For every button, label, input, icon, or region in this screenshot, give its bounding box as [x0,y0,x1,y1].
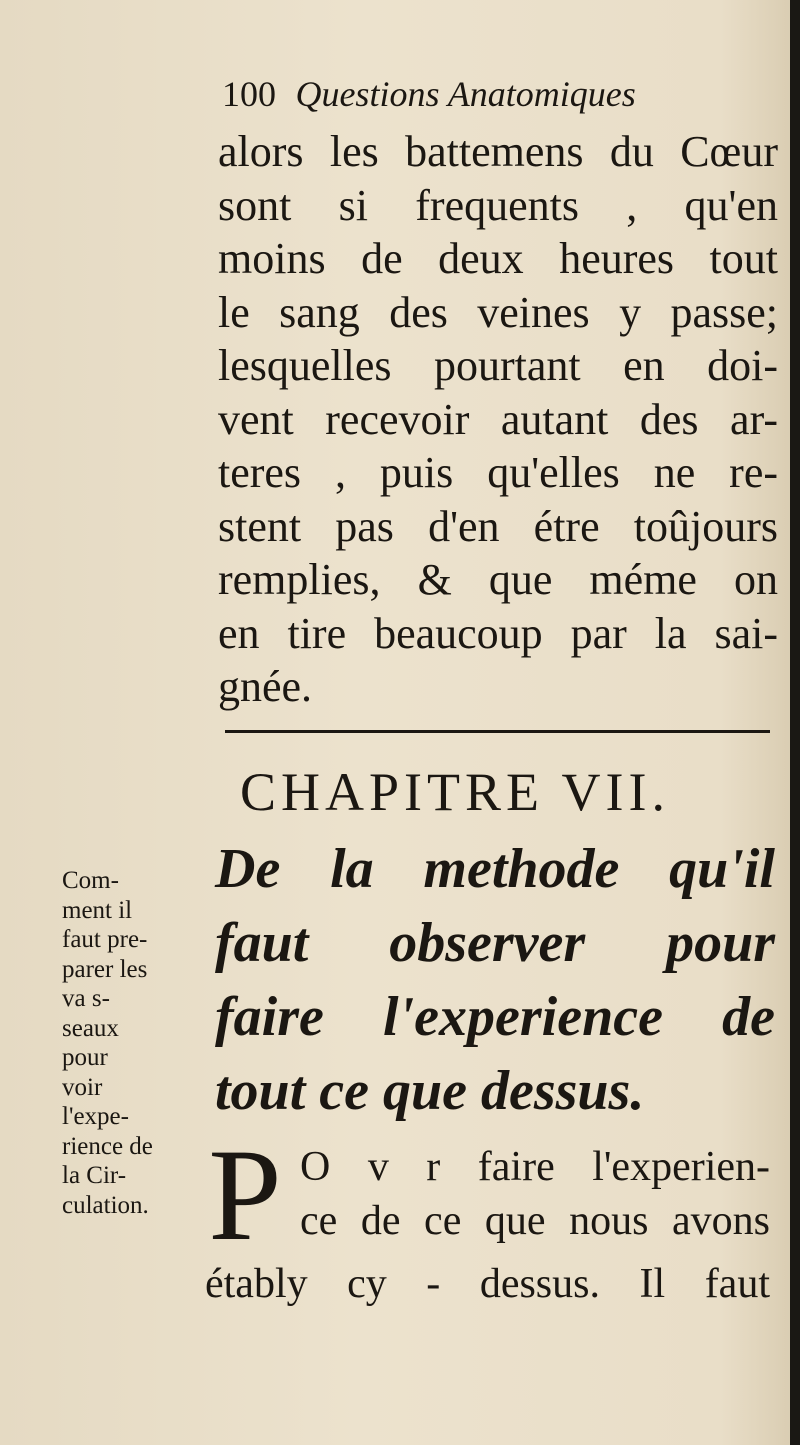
chapter-heading: CHAPITRE VII. [240,762,671,822]
chapter-title-line: faire l'experience de [215,986,775,1048]
text-line: stent pas d'en étre toûjours [218,501,778,551]
margin-note-line: la Cir- [62,1162,127,1189]
margin-note-line: ment il [62,896,133,924]
chapter-title-line: faut observer pour [215,912,775,974]
text-line: ce de ce que nous avons [300,1198,770,1244]
drop-cap: P [208,1121,282,1268]
margin-note-line: voir [62,1073,103,1101]
margin-note-line: va s- [62,985,110,1012]
margin-note-line: seaux [62,1014,119,1042]
chapter-title-line: tout ce que dessus. [215,1060,645,1122]
page-number: 100 [222,74,276,114]
running-header [222,68,772,120]
text-line: teres , puis qu'elles ne re- [218,448,778,497]
margin-note-line: parer les [62,955,148,983]
margin-note-line: Com- [62,867,119,894]
margin-note-line: pour [62,1044,108,1071]
text-line: remplies, & que méme on [218,555,778,604]
section-divider [225,730,770,733]
text-line: étably cy - dessus. Il faut [205,1261,770,1307]
body-text [218,125,778,714]
margin-note-line: l'expe- [62,1103,129,1130]
margin-note-line: culation. [62,1191,149,1219]
margin-note-line: faut pre- [62,926,148,953]
text-line: le sang des veines y passe; [218,287,778,337]
text-line: sont si frequents , qu'en [218,180,778,230]
paragraph-opening [300,1140,770,1248]
text-line: moins de deux heures tout [218,234,778,283]
text-line: vent recevoir autant des ar- [218,394,778,444]
chapter-title [215,832,775,1128]
chapter-title-line: De la methode qu'il [215,838,775,900]
margin-note-line: rience de [62,1132,153,1160]
text-line: O v r faire l'experien- [300,1144,770,1190]
text-line: alors les battemens du Cœur [218,127,778,176]
text-line: lesquelles pourtant en doi- [218,341,778,390]
text-line: en tire beaucoup par la sai- [218,608,778,658]
margin-note [62,866,202,1220]
page-edge-shadow [790,0,800,1445]
running-title: Questions Anatomiques [295,74,636,114]
text-line: gnée. [218,662,313,711]
